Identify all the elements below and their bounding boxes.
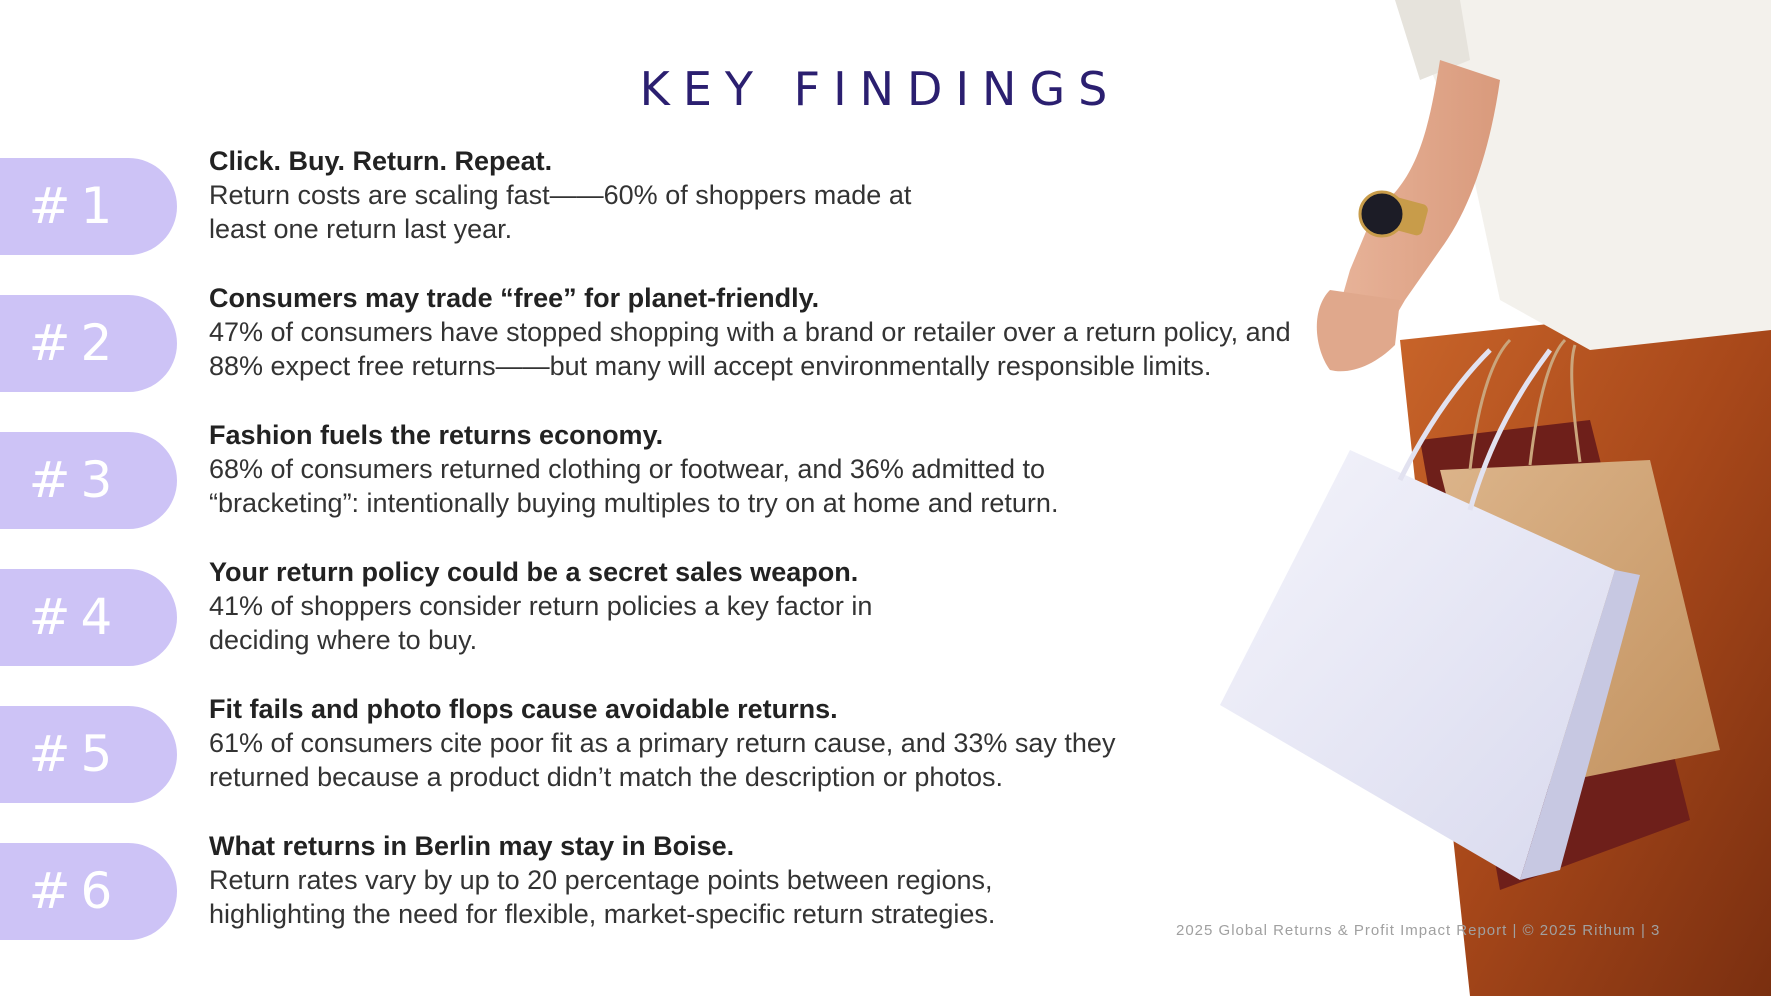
finding-number-badge: #4 (0, 569, 177, 666)
finding-body-line: 88% expect free returns——but many will accept environmentally responsible limits. (209, 351, 1212, 381)
finding-number-badge: #1 (0, 158, 177, 255)
finding-body-line: “bracketing”: intentionally buying multiples to try on at home and return. (209, 488, 1059, 518)
finding-body-line: highlighting the need for flexible, market-specific return strategies. (209, 899, 996, 929)
finding-body-line: 61% of consumers cite poor fit as a primary return cause, and 33% say they (209, 728, 1116, 758)
finding-body-line: Return costs are scaling fast——60% of shoppers made at (209, 180, 912, 210)
finding-body-line: Return rates vary by up to 20 percentage points between regions, (209, 865, 993, 895)
finding-heading: What returns in Berlin may stay in Boise. (209, 831, 735, 861)
finding-body-line: least one return last year. (209, 214, 513, 244)
finding-heading: Your return policy could be a secret sales weapon. (209, 557, 859, 587)
finding-number-badge: #3 (0, 432, 177, 529)
finding-body-line: 47% of consumers have stopped shopping with a brand or retailer over a return policy, and (209, 317, 1291, 347)
finding-number-badge: #6 (0, 843, 177, 940)
footer-text: 2025 Global Returns & Profit Impact Report | © 2025 Rithum | 3 (1176, 922, 1661, 939)
finding-body-line: returned because a product didn’t match the description or photos. (209, 762, 1003, 792)
finding-heading: Fit fails and photo flops cause avoidable returns. (209, 694, 838, 724)
finding-body-line: 41% of shoppers consider return policies a key factor in (209, 591, 873, 621)
page-title: KEY FINDINGS (639, 62, 1121, 116)
finding-number-badge: #2 (0, 295, 177, 392)
finding-heading: Consumers may trade “free” for planet-friendly. (209, 283, 820, 313)
finding-heading: Click. Buy. Return. Repeat. (209, 146, 553, 176)
finding-heading: Fashion fuels the returns economy. (209, 420, 664, 450)
shopping-bags-photo (1170, 0, 1771, 996)
finding-number-badge: #5 (0, 706, 177, 803)
finding-body-line: deciding where to buy. (209, 625, 478, 655)
finding-body-line: 68% of consumers returned clothing or footwear, and 36% admitted to (209, 454, 1045, 484)
